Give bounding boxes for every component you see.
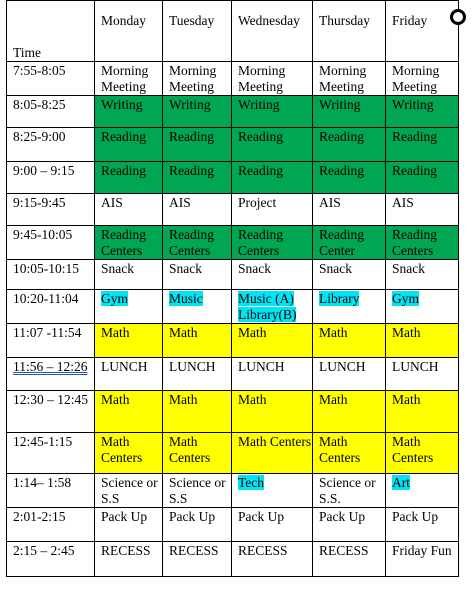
activity-label: Pack Up	[101, 509, 148, 524]
activity-cell	[95, 62, 163, 96]
activity-cell	[163, 433, 232, 474]
activity-label: Math	[101, 325, 130, 340]
activity-cell	[313, 62, 386, 96]
activity-cell	[95, 226, 163, 260]
activity-label: Pack Up	[169, 509, 216, 524]
activity-cell	[163, 542, 232, 577]
activity-label: Math	[319, 325, 348, 340]
activity-label: Project	[238, 195, 277, 210]
activity-label: LUNCH	[392, 359, 439, 374]
header-day-cell	[163, 1, 232, 62]
activity-label: RECESS	[319, 543, 369, 558]
header-day-cell	[313, 1, 386, 62]
activity-label: Reading	[101, 129, 146, 144]
time-label: 2:15 – 2:45	[13, 543, 75, 558]
activity-label: Reading	[319, 163, 364, 178]
activity-cell	[95, 324, 163, 358]
schedule-row	[7, 358, 459, 391]
time-cell	[7, 260, 95, 290]
header-day-label: Wednesday	[238, 13, 300, 28]
time-cell	[7, 391, 95, 433]
activity-label: LUNCH	[238, 359, 285, 374]
activity-cell	[95, 96, 163, 128]
activity-label: Math	[169, 392, 198, 407]
activity-label: Snack	[238, 261, 271, 276]
activity-label: Writing	[319, 97, 361, 112]
activity-cell	[386, 474, 459, 508]
activity-label: LUNCH	[319, 359, 366, 374]
time-cell	[7, 508, 95, 542]
time-label: 11:07 -11:54	[13, 325, 82, 340]
activity-cell	[232, 324, 313, 358]
activity-cell	[163, 162, 232, 194]
activity-label: Writing	[392, 97, 434, 112]
activity-cell	[313, 542, 386, 577]
schedule-row	[7, 62, 459, 96]
schedule-row	[7, 324, 459, 358]
activity-label: Gym	[392, 291, 419, 306]
activity-cell	[386, 324, 459, 358]
activity-cell	[313, 96, 386, 128]
header-day-cell	[386, 1, 459, 62]
header-row	[7, 1, 459, 62]
header-day-cell	[232, 1, 313, 62]
activity-cell	[232, 290, 313, 324]
activity-cell	[313, 391, 386, 433]
activity-label: AIS	[101, 195, 123, 210]
activity-cell	[232, 433, 313, 474]
activity-cell	[232, 96, 313, 128]
table-resize-handle[interactable]	[450, 9, 466, 25]
time-label: 9:45-10:05	[13, 227, 73, 242]
header-time-label: Time	[13, 45, 42, 60]
activity-cell	[386, 226, 459, 260]
activity-label: Morning Meeting	[169, 63, 217, 94]
time-cell	[7, 128, 95, 162]
activity-cell	[95, 474, 163, 508]
activity-label: Science or S.S.	[319, 475, 376, 506]
time-cell	[7, 62, 95, 96]
activity-cell	[95, 162, 163, 194]
activity-label: LUNCH	[101, 359, 148, 374]
activity-label: LUNCH	[169, 359, 216, 374]
activity-cell	[313, 260, 386, 290]
activity-label: Math	[101, 392, 130, 407]
activity-label: Art	[392, 475, 410, 490]
time-cell	[7, 358, 95, 391]
activity-label: Math	[392, 392, 421, 407]
activity-cell	[163, 62, 232, 96]
activity-cell	[232, 358, 313, 391]
activity-label: Pack Up	[238, 509, 285, 524]
activity-cell	[232, 62, 313, 96]
activity-label: Writing	[238, 97, 280, 112]
activity-label: Snack	[319, 261, 352, 276]
time-cell	[7, 290, 95, 324]
activity-cell	[95, 290, 163, 324]
time-cell	[7, 542, 95, 577]
activity-cell	[386, 391, 459, 433]
activity-label: Music	[169, 291, 203, 306]
time-label: 2:01-2:15	[13, 509, 66, 524]
time-label: 8:05-8:25	[13, 97, 66, 112]
activity-label: Math Centers	[101, 434, 143, 465]
activity-label: Reading	[319, 129, 364, 144]
activity-cell	[95, 542, 163, 577]
time-cell	[7, 194, 95, 226]
activity-label: Pack Up	[392, 509, 439, 524]
activity-label: Reading Centers	[392, 227, 437, 258]
activity-cell	[163, 391, 232, 433]
activity-cell	[232, 226, 313, 260]
activity-label: Math Centers	[392, 434, 434, 465]
activity-cell	[386, 358, 459, 391]
activity-cell	[386, 194, 459, 226]
activity-cell	[386, 542, 459, 577]
activity-label: Math Centers	[319, 434, 361, 465]
time-label: 10:05-10:15	[13, 261, 79, 276]
time-label: 11:56 – 12:26	[13, 359, 88, 374]
activity-cell	[313, 194, 386, 226]
time-label: 8:25-9:00	[13, 129, 66, 144]
activity-label: Reading	[169, 163, 214, 178]
activity-cell	[95, 128, 163, 162]
activity-cell	[313, 358, 386, 391]
activity-label: Morning Meeting	[238, 63, 286, 94]
time-label: 9:00 – 9:15	[13, 163, 75, 178]
header-day-label: Friday	[392, 13, 428, 28]
activity-cell	[163, 358, 232, 391]
activity-label: Reading Centers	[101, 227, 146, 258]
activity-label: Snack	[101, 261, 134, 276]
activity-cell	[232, 474, 313, 508]
schedule-row	[7, 542, 459, 577]
time-cell	[7, 474, 95, 508]
time-label: 9:15-9:45	[13, 195, 66, 210]
activity-label: AIS	[392, 195, 414, 210]
activity-label: Reading	[392, 163, 437, 178]
activity-label: Reading Centers	[169, 227, 214, 258]
time-label: 12:45-1:15	[13, 434, 73, 449]
schedule-row	[7, 226, 459, 260]
activity-cell	[386, 162, 459, 194]
activity-cell	[163, 226, 232, 260]
activity-cell	[386, 260, 459, 290]
activity-cell	[313, 290, 386, 324]
schedule-row	[7, 194, 459, 226]
header-time-cell	[7, 1, 95, 62]
activity-label: Writing	[101, 97, 143, 112]
activity-cell	[163, 324, 232, 358]
schedule-row	[7, 162, 459, 194]
activity-cell	[163, 96, 232, 128]
schedule-row	[7, 391, 459, 433]
time-cell	[7, 324, 95, 358]
activity-cell	[95, 194, 163, 226]
activity-cell	[313, 128, 386, 162]
activity-label: RECESS	[169, 543, 219, 558]
activity-cell	[95, 358, 163, 391]
activity-label: Math Centers	[169, 434, 211, 465]
schedule-row	[7, 260, 459, 290]
activity-label: Gym	[101, 291, 128, 306]
activity-cell	[232, 162, 313, 194]
schedule-table	[6, 0, 459, 577]
activity-cell	[232, 542, 313, 577]
activity-label: Science or S.S	[101, 475, 158, 506]
activity-label: RECESS	[101, 543, 151, 558]
activity-cell	[313, 324, 386, 358]
activity-cell	[95, 508, 163, 542]
activity-cell	[95, 260, 163, 290]
activity-label: Tech	[238, 475, 265, 490]
time-cell	[7, 433, 95, 474]
activity-label: Pack Up	[319, 509, 366, 524]
activity-cell	[313, 433, 386, 474]
activity-label: Morning Meeting	[101, 63, 149, 94]
activity-cell	[232, 260, 313, 290]
activity-label: Morning Meeting	[319, 63, 367, 94]
activity-cell	[313, 474, 386, 508]
activity-label: Math	[319, 392, 348, 407]
activity-label: Reading	[101, 163, 146, 178]
activity-label: Reading Center	[319, 227, 364, 258]
activity-label: RECESS	[238, 543, 288, 558]
time-cell	[7, 162, 95, 194]
activity-cell	[163, 128, 232, 162]
activity-label: Reading	[238, 129, 283, 144]
header-day-label: Tuesday	[169, 13, 215, 28]
activity-cell	[386, 290, 459, 324]
schedule-row	[7, 128, 459, 162]
activity-label: AIS	[169, 195, 191, 210]
activity-cell	[232, 391, 313, 433]
activity-cell	[386, 128, 459, 162]
activity-cell	[313, 226, 386, 260]
activity-cell	[95, 433, 163, 474]
header-day-label: Thursday	[319, 13, 370, 28]
header-day-label: Monday	[101, 13, 146, 28]
activity-cell	[313, 508, 386, 542]
schedule-row	[7, 474, 459, 508]
schedule-row	[7, 433, 459, 474]
activity-label: Math	[238, 325, 267, 340]
activity-label: Library	[319, 291, 360, 306]
activity-label: Math	[238, 392, 267, 407]
time-cell	[7, 96, 95, 128]
activity-cell	[163, 260, 232, 290]
activity-cell	[163, 194, 232, 226]
activity-cell	[386, 96, 459, 128]
activity-cell	[313, 162, 386, 194]
schedule-row	[7, 96, 459, 128]
activity-label: Friday Fun	[392, 543, 452, 558]
activity-label: Math	[392, 325, 421, 340]
activity-cell	[386, 62, 459, 96]
activity-label: Snack	[392, 261, 425, 276]
header-day-cell	[95, 1, 163, 62]
activity-cell	[232, 508, 313, 542]
activity-label: Reading	[169, 129, 214, 144]
activity-cell	[232, 194, 313, 226]
activity-cell	[386, 433, 459, 474]
schedule-row	[7, 508, 459, 542]
activity-cell	[232, 128, 313, 162]
activity-label: Reading	[238, 163, 283, 178]
schedule-row	[7, 290, 459, 324]
activity-label: Reading	[392, 129, 437, 144]
activity-label: Science or S.S	[169, 475, 226, 506]
activity-cell	[386, 508, 459, 542]
activity-cell	[95, 391, 163, 433]
time-label: 10:20-11:04	[13, 291, 79, 306]
activity-label: Math	[169, 325, 198, 340]
time-label: 12:30 – 12:45	[13, 392, 89, 407]
time-label: 7:55-8:05	[13, 63, 66, 78]
activity-label: Reading Centers	[238, 227, 283, 258]
activity-label: Snack	[169, 261, 202, 276]
activity-label: Math Centers	[238, 434, 312, 449]
activity-label: Writing	[169, 97, 211, 112]
time-cell	[7, 226, 95, 260]
time-label: 1:14– 1:58	[13, 475, 72, 490]
activity-label: Morning Meeting	[392, 63, 440, 94]
activity-label: Music (A) Library(B)	[238, 291, 297, 322]
activity-cell	[163, 474, 232, 508]
activity-cell	[163, 508, 232, 542]
activity-cell	[163, 290, 232, 324]
activity-label: AIS	[319, 195, 341, 210]
